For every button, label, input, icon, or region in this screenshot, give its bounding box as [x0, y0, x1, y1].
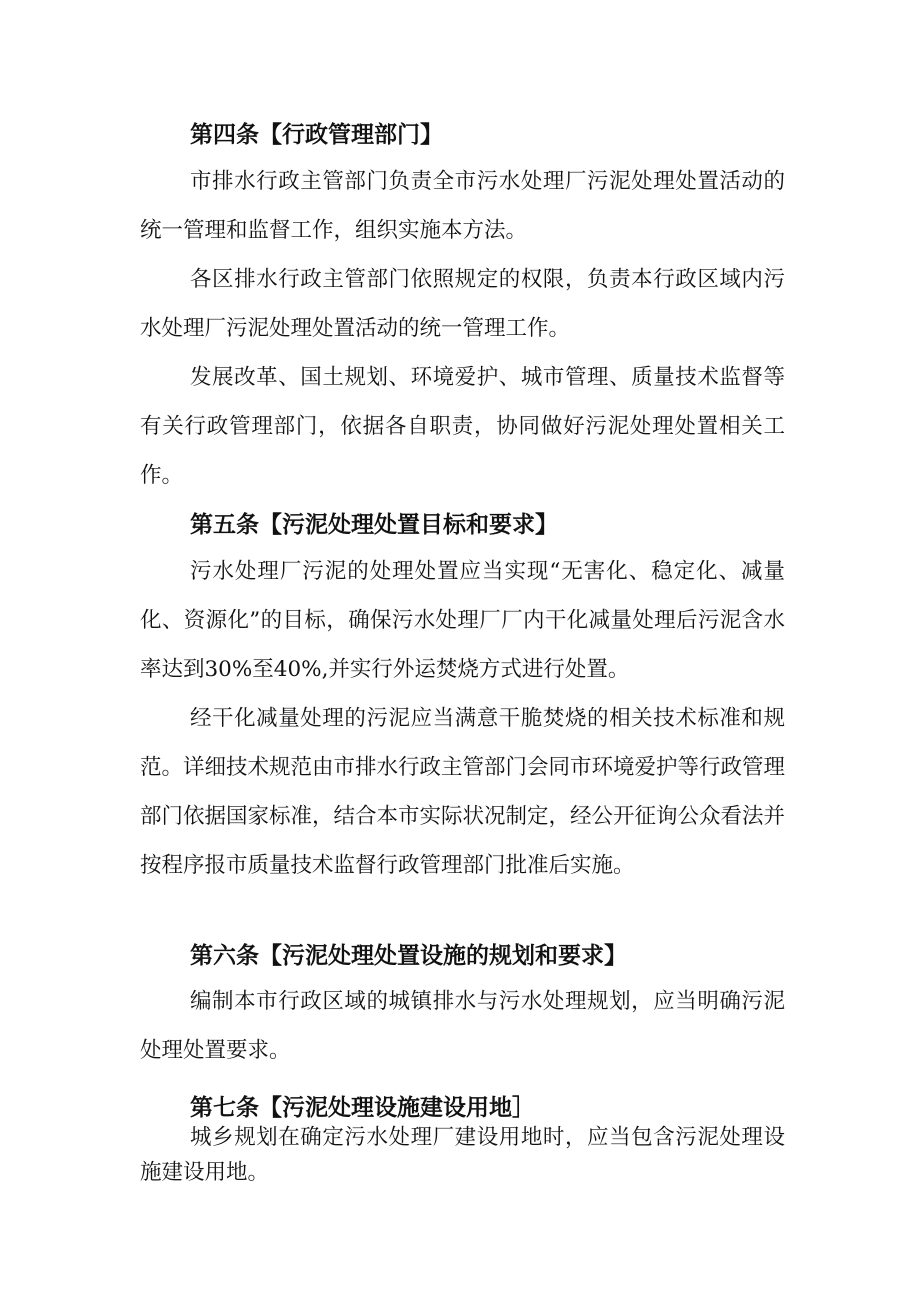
article-4-heading: 第四条【行政管理部门】	[190, 122, 443, 148]
article-4-paragraph-1: 市排水行政主管部门负责全市污水处理厂污泥处理处置活动的统一管理和监督工作，组织实施本方法。	[140, 169, 785, 243]
article-6-paragraph-1: 编制本市行政区域的城镇排水与污水处理规划，应当明确污泥处理处置要求。	[140, 989, 785, 1063]
article-5-paragraph-1: 污水处理厂污泥的处理处置应当实现“无害化、稳定化、减量化、资源化”的目标，确保污水处理厂厂内干化减量处理后污泥含水率达到30%至40%,并实行外运焚烧方式进行处置。	[140, 559, 785, 682]
article-7-paragraph-1: 城乡规划在确定污水处理厂建设用地时，应当包含污泥处理设施建设用地。	[140, 1125, 785, 1185]
article-5-paragraph-2: 经干化减量处理的污泥应当满意干脆焚烧的相关技术标准和规范。详细技术规范由市排水行政主管部门会同市环境爱护等行政管理部门依据国家标准，结合本市实际状况制定，经公开征询公众看法并按程序报市质量技术监督行政管理部门批准后实施。	[140, 706, 786, 878]
article-4-paragraph-2: 各区排水行政主管部门依照规定的权限，负责本行政区域内污水处理厂污泥处理处置活动的统一管理工作。	[140, 267, 785, 341]
article-6-heading: 第六条【污泥处理处置设施的规划和要求】	[190, 943, 627, 969]
article-5-heading: 第五条【污泥处理处置目标和要求】	[190, 512, 558, 538]
article-7-heading: 第七条【污泥处理设施建设用地］	[190, 1095, 535, 1121]
article-4-paragraph-3: 发展改革、国土规划、环境爱护、城市管理、质量技术监督等有关行政管理部门，依据各自职责，协同做好污泥处理处置相关工作。	[140, 365, 785, 488]
